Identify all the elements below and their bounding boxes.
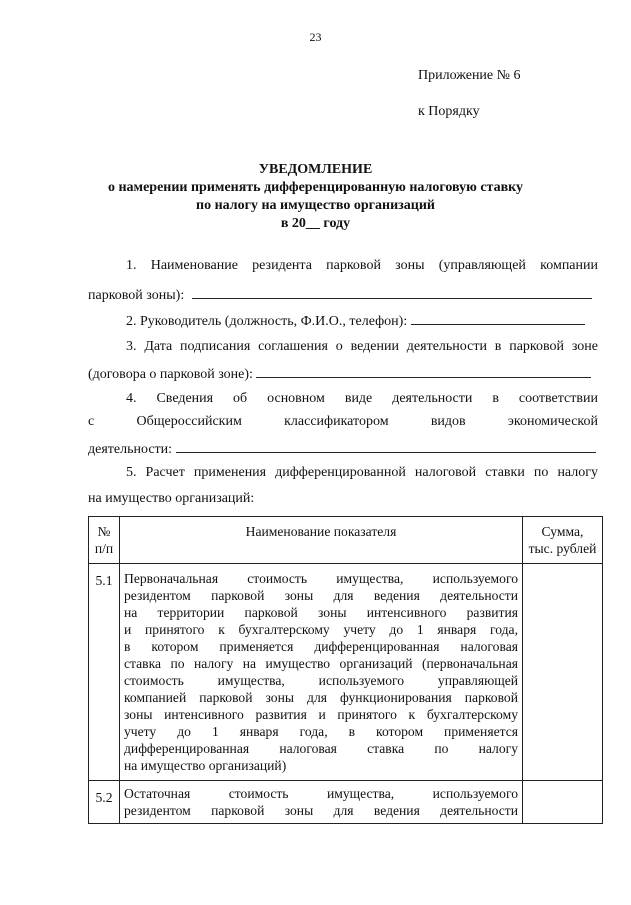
item-5-line-2: на имущество организаций:: [88, 491, 255, 506]
row-text-line: Первоначальная стоимость имущества, используемого: [124, 571, 518, 586]
item-4-blank-field[interactable]: [176, 439, 596, 453]
appendix-label: Приложение № 6: [418, 68, 521, 83]
row-text-line: в котором применяется дифференцированная налоговая: [124, 639, 518, 654]
item-1-line-1: 1. Наименование резидента парковой зоны (управляющей компании: [126, 258, 598, 273]
header-sum-line-2: тыс. рублей: [528, 541, 597, 556]
row-value-cell[interactable]: [523, 781, 603, 824]
item-3-label: (договора о парковой зоне):: [88, 367, 253, 382]
row-number: 5.2: [89, 781, 120, 824]
page-number: 23: [309, 30, 322, 44]
row-number: 5.1: [89, 564, 120, 781]
item-4-line-2: с Общероссийским классификатором видов экономической: [88, 414, 598, 429]
row-text-line: на имущество организаций): [124, 758, 287, 773]
row-value-cell[interactable]: [523, 564, 603, 781]
row-text-line: на территории парковой зоны интенсивного развития: [124, 605, 518, 620]
document-subtitle-3: в 20__ году: [280, 216, 351, 231]
item-1-label: парковой зоны):: [88, 288, 185, 303]
row-text-line: зоны интенсивного развития и принятого к бухгалтерскому: [124, 707, 518, 722]
header-number-line-1: №: [97, 524, 111, 539]
row-text-line: Остаточная стоимость имущества, используемого: [124, 786, 518, 801]
header-number: [89, 517, 120, 564]
header-indicator-name: [120, 517, 523, 564]
row-text-line: компанией парковой зоны для функционирования парковой: [124, 690, 518, 705]
row-text-line: резидентом парковой зоны для ведения деятельности: [124, 803, 518, 818]
document-subtitle-1: о намерении применять дифференцированную налоговую ставку: [107, 180, 524, 195]
header-number-line-2: п/п: [94, 541, 114, 556]
item-1-line-2: [88, 285, 592, 305]
row-text-line: учету до 1 января года, в котором применяется: [124, 724, 518, 739]
item-3-line-1: 3. Дата подписания соглашения о ведении деятельности в парковой зоне: [126, 339, 598, 354]
table-row: [89, 564, 603, 781]
row-text-line: ставка по налогу на имущество организаций (первоначальная: [124, 656, 518, 671]
item-2-label: 2. Руководитель (должность, Ф.И.О., телефон):: [126, 314, 408, 329]
row-indicator: [120, 781, 523, 824]
row-indicator: [120, 564, 523, 781]
item-2-blank-field[interactable]: [411, 311, 585, 325]
row-text-line: стоимость имущества, используемого управляющей: [124, 673, 518, 688]
row-text-line: дифференцированная налоговая ставка по налогу: [124, 741, 518, 756]
item-2-line: [126, 311, 585, 331]
table-row: [89, 781, 603, 824]
header-sum-line-1: Сумма,: [541, 524, 584, 539]
appendix-reference: к Порядку: [418, 104, 480, 119]
item-1-blank-field[interactable]: [192, 285, 592, 299]
item-4-line-1: 4. Сведения об основном виде деятельности в соответствии: [126, 391, 598, 406]
item-4-label: деятельности:: [88, 442, 173, 457]
item-3-blank-field[interactable]: [256, 364, 591, 378]
row-text-line: и принятого к бухгалтерскому учету до 1 января года,: [124, 622, 518, 637]
document-subtitle-2: по налогу на имущество организаций: [196, 198, 435, 213]
calculation-table: [88, 516, 603, 824]
item-4-line-3: [88, 439, 596, 459]
document-title: УВЕДОМЛЕНИЕ: [258, 162, 373, 177]
table-header-row: [89, 517, 603, 564]
header-sum: [523, 517, 603, 564]
row-text-line: резидентом парковой зоны для ведения деятельности: [124, 588, 518, 603]
item-5-line-1: 5. Расчет применения дифференцированной налоговой ставки по налогу: [126, 465, 598, 480]
header-indicator-label: Наименование показателя: [245, 524, 397, 539]
item-3-line-2: [88, 364, 591, 384]
